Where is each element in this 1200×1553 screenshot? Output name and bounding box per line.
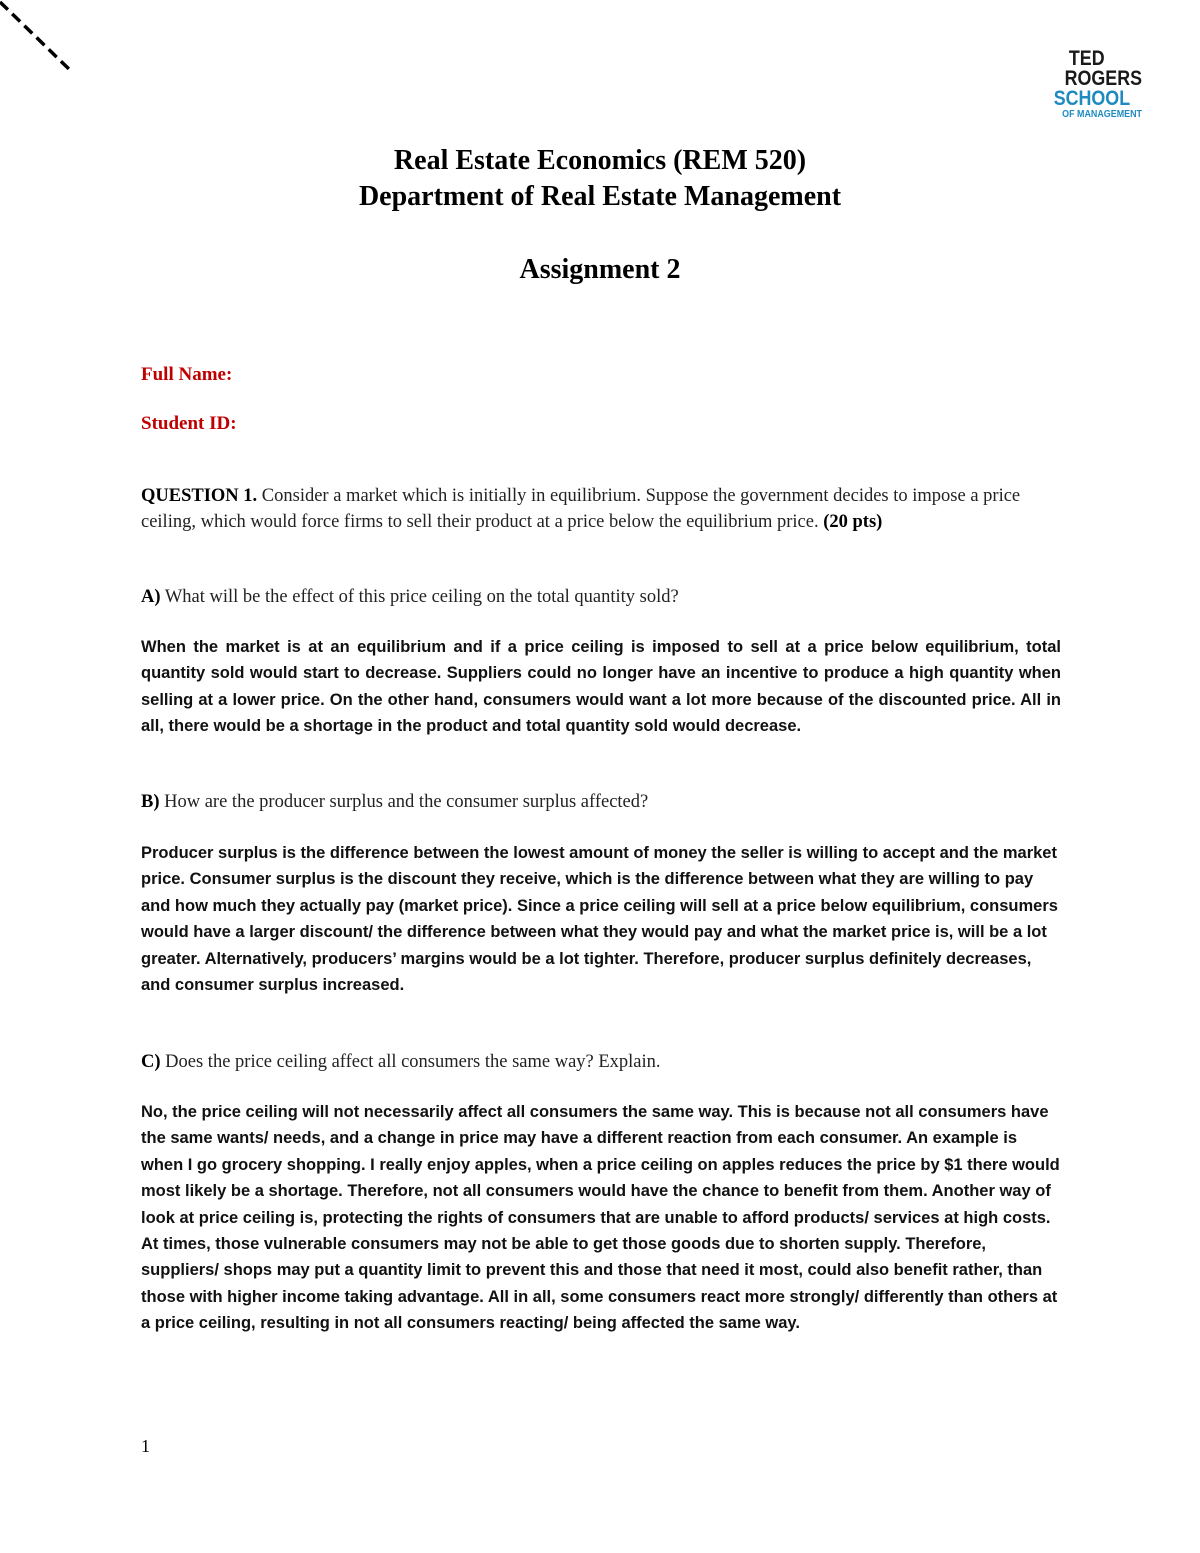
question-1 — [141, 483, 1061, 535]
logo-line-1: TED — [1068, 47, 1105, 70]
part-a-question — [141, 584, 1061, 610]
dashed-corner-line — [0, 0, 80, 80]
part-a-label: A) — [141, 587, 161, 607]
logo-line-2: ROGERS — [1064, 67, 1142, 90]
part-c-question — [141, 1049, 1061, 1075]
part-b-label: B) — [141, 792, 160, 812]
department-title: Department of Real Estate Management — [358, 181, 842, 212]
part-a-question-text: What will be the effect of this price ceiling on the total quantity sold? — [160, 587, 679, 607]
assignment-title: Assignment 2 — [519, 254, 681, 285]
part-a-answer — [141, 634, 1061, 740]
question-1-text: Consider a market which is initially in equilibrium. Suppose the government decides to impose a price ceiling, which would force firms to sell their product at a price below the equilibrium price. — [141, 486, 1021, 532]
page-number: 1 — [141, 1436, 150, 1456]
question-1-points: (20 pts) — [823, 512, 883, 532]
student-id-label: Student ID: — [141, 413, 237, 434]
part-b-answer-text: Producer surplus is the difference between the lowest amount of money the seller is willing to accept and the market price. Consumer surplus is the discount they receive, which is the difference between what they are willing to pay and how much they actually pay (market price). Since a price ceiling will sell at a price below equilibrium, consumers would have a larger discount/ the difference between what they would pay and what the market price is, will be a lot greater. Alternatively, producers’ margins would be a lot tighter. Therefore, producer surplus definitely decreases, and consumer surplus increased. — [141, 844, 1058, 995]
full-name-label: Full Name: — [141, 364, 233, 385]
part-a-answer-text: When the market is at an equilibrium and if a price ceiling is imposed to sell at a price below equilibrium, total quantity sold would start to decrease. Suppliers could no longer have an incentive to produce a high quantity when selling at a lower price. On the other hand, consumers would want a lot more because of the discounted price. All in all, there would be a shortage in the product and total quantity sold would decrease. — [141, 638, 1061, 736]
part-c-label: C) — [141, 1052, 161, 1072]
logo-line-3: SCHOOL — [1053, 87, 1131, 110]
part-b-question-text: How are the producer surplus and the consumer surplus affected? — [159, 792, 649, 812]
part-c-question-text: Does the price ceiling affect all consumers the same way? Explain. — [160, 1052, 661, 1072]
part-b-question — [141, 789, 1061, 815]
logo-line-4: OF MANAGEMENT — [1062, 108, 1142, 120]
ted-rogers-logo — [1032, 48, 1142, 120]
part-c-answer — [141, 1099, 1061, 1337]
course-title: Real Estate Economics (REM 520) — [393, 145, 807, 176]
part-c-answer-text: No, the price ceiling will not necessarily affect all consumers the same way. This is because not all consumers have the same wants/ needs, and a change in price may have a different reaction from each consumer. An example is when I go grocery shopping. I really enjoy apples, when a price ceiling on apples reduces the price by $1 there would most likely be a shortage. Therefore, not all consumers would have the chance to benefit from them. Another way of look at price ceiling is, protecting the rights of consumers that are unable to afford products/ services at high costs. At times, those vulnerable consumers may not be able to get those goods due to shorten supply. Therefore, suppliers/ shops may put a quantity limit to prevent this and those that need it most, could also benefit rather, than those with higher income taking advantage. All in all, some consumers react more strongly/ differently than others at a price ceiling, resulting in not all consumers reacting/ being affected the same way. — [141, 1103, 1060, 1333]
question-1-label: QUESTION 1. — [141, 486, 258, 506]
part-b-answer — [141, 840, 1061, 998]
